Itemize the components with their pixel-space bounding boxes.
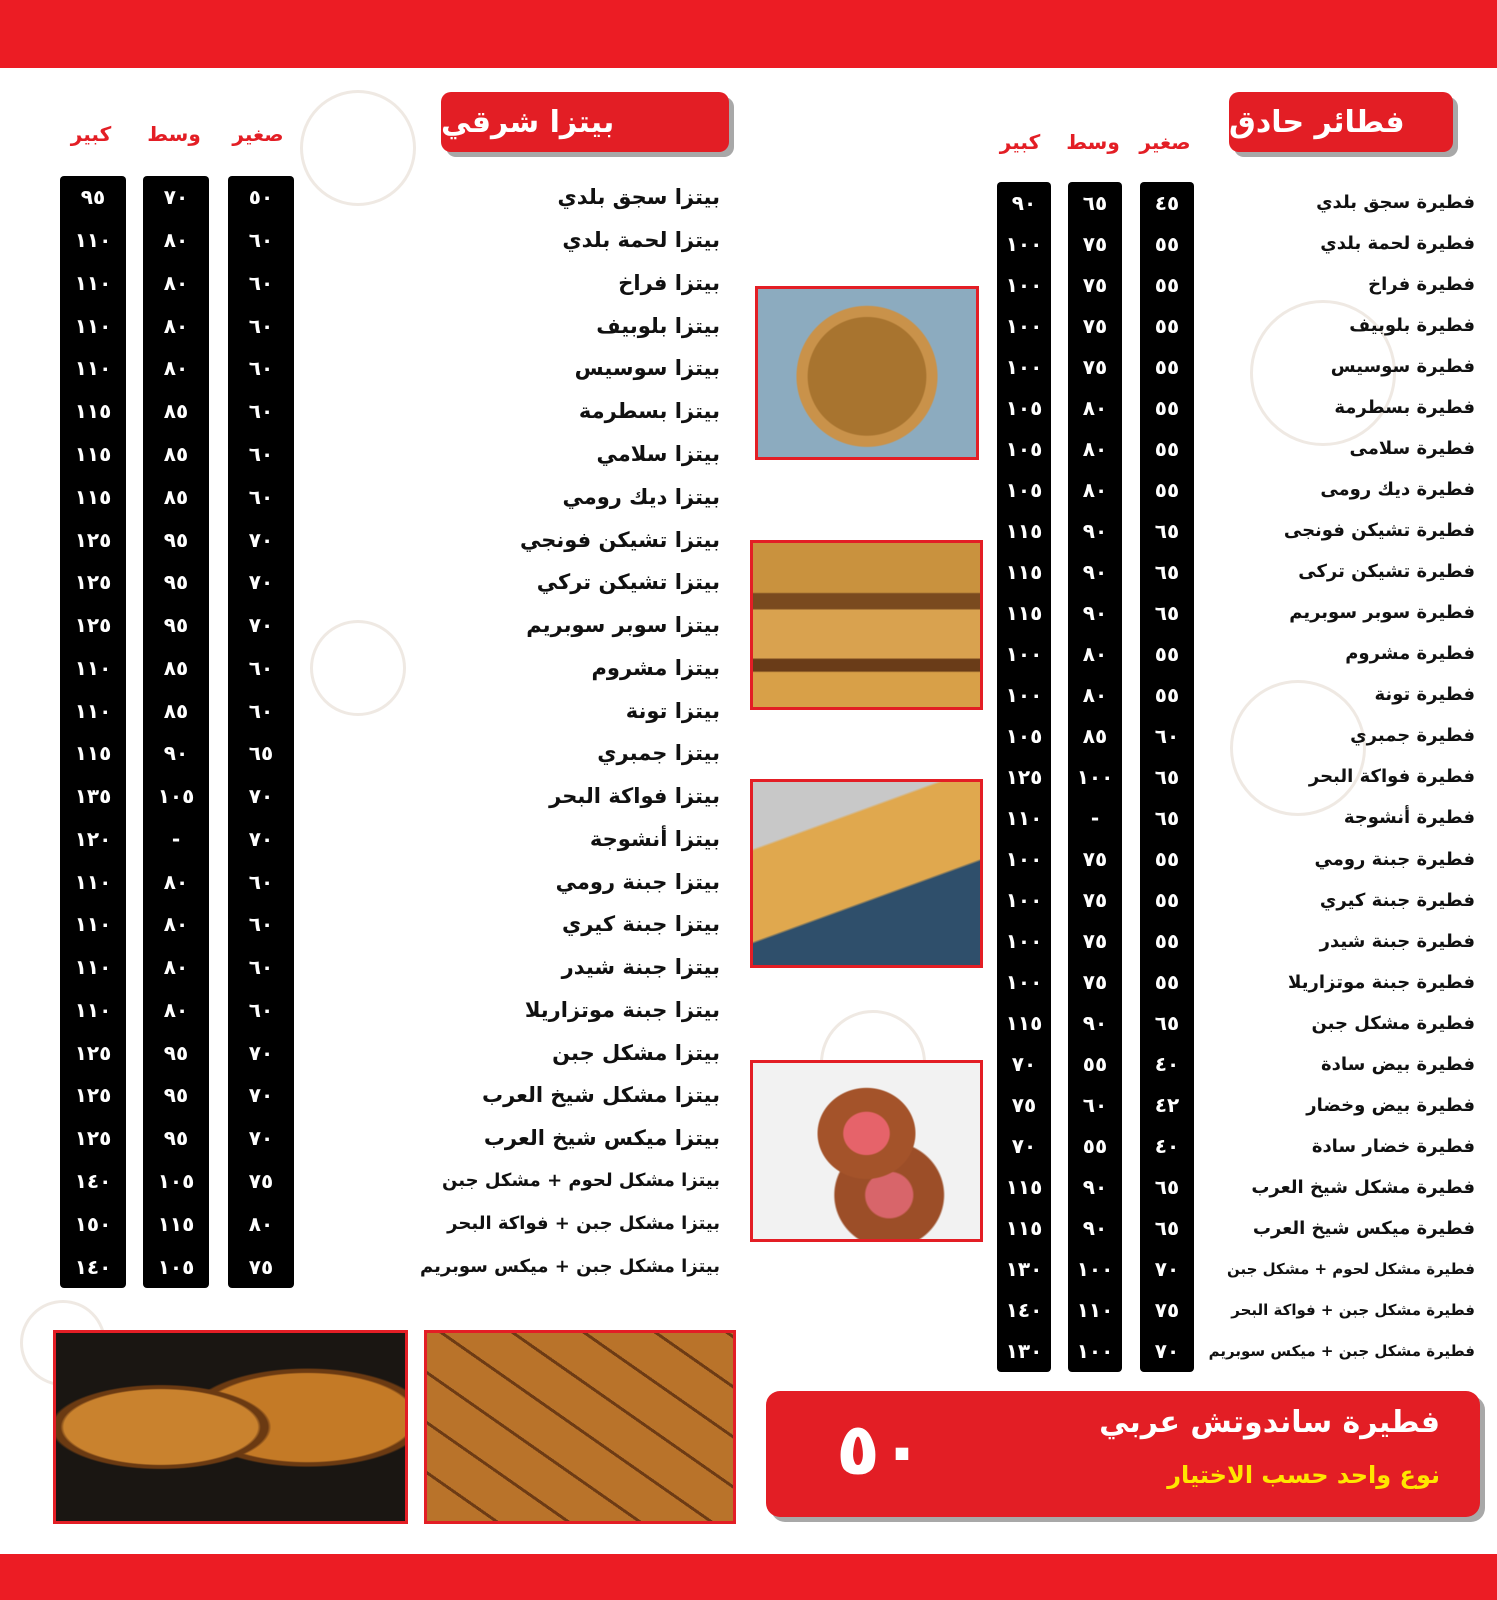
pies-price-small: ٦٥ <box>1154 805 1180 830</box>
pies-price-small: ٥٥ <box>1154 395 1180 420</box>
pies-price-medium: ١٠٠ <box>1076 764 1114 789</box>
pies-price-medium: ١١٠ <box>1076 1298 1114 1323</box>
pizza-price-small: ٨٠ <box>248 1211 274 1236</box>
pizza-price-medium: ٨٠ <box>163 228 189 253</box>
pizza-item-name: بيتزا سوسيس <box>574 356 720 381</box>
pies-item-name: فطيرة جبنة كيري <box>1319 889 1475 911</box>
pizza-price-medium: ٨٥ <box>163 441 189 466</box>
pizza-price-large: ١٤٠ <box>74 1168 112 1193</box>
pies-price-large: ١٠٠ <box>1005 313 1043 338</box>
pies-price-small: ٥٥ <box>1154 354 1180 379</box>
pies-price-large: ١٠٠ <box>1005 231 1043 256</box>
pizza-price-medium: ٨٠ <box>163 997 189 1022</box>
pizza-price-large: ١١٠ <box>74 270 112 295</box>
pizza-price-small: ٦٠ <box>248 912 274 937</box>
pies-item-name: فطيرة لحمة بلدي <box>1320 233 1475 255</box>
pizza-price-medium: ١٠٥ <box>157 1254 195 1279</box>
pizza-size-label-small: صغير <box>232 122 284 146</box>
pies-price-medium: ١٠٠ <box>1076 1339 1114 1364</box>
pizza-item-name: بيتزا ميكس شيخ العرب <box>483 1126 720 1151</box>
pizza-price-large: ١٢٠ <box>74 826 112 851</box>
pizza-item-name: بيتزا جبنة موتزاريلا <box>524 997 720 1022</box>
promo-price: ٥٠ <box>836 1407 924 1491</box>
pies-item-name: فطيرة بيض وخضار <box>1306 1094 1475 1116</box>
pizza-price-large: ١١٥ <box>74 741 112 766</box>
pies-price-small: ٧٠ <box>1154 1339 1180 1364</box>
pies-price-small: ٦٠ <box>1154 723 1180 748</box>
pies-price-medium: ٨٠ <box>1082 682 1108 707</box>
pizza-item-name: بيتزا جبنة كيري <box>561 912 720 937</box>
pies-price-large: ١١٥ <box>1005 1011 1043 1036</box>
pies-price-medium: ٨٠ <box>1082 395 1108 420</box>
pies-item-name: فطيرة تشيكن فونجى <box>1283 520 1475 542</box>
pizza-price-small: ٦٠ <box>248 484 274 509</box>
pie-photo-4 <box>750 1060 983 1242</box>
pies-price-large: ٩٠ <box>1011 190 1037 215</box>
pizza-price-small: ٧٠ <box>248 613 274 638</box>
pizza-price-small: ٧٠ <box>248 570 274 595</box>
pizza-price-medium: ١٠٥ <box>157 784 195 809</box>
pizza-price-medium: - <box>171 826 181 851</box>
pizza-price-column-large <box>60 176 126 1288</box>
pies-price-medium: ٧٥ <box>1082 272 1108 297</box>
pies-item-name: فطيرة تشيكن تركى <box>1298 561 1475 583</box>
pizza-item-name: بيتزا مشكل جبن + فواكة البحر <box>447 1213 720 1235</box>
pizza-item-name: بيتزا مشروم <box>591 655 720 680</box>
pizza-price-small: ٦٠ <box>248 270 274 295</box>
pies-item-name: فطيرة جبنة شيدر <box>1319 930 1475 952</box>
pies-price-medium: ٧٥ <box>1082 970 1108 995</box>
pie-photo-3 <box>750 779 983 968</box>
pizza-price-small: ٦٠ <box>248 228 274 253</box>
pizza-size-label-medium: وسط <box>147 122 201 146</box>
pizza-item-name: بيتزا سلامي <box>596 441 720 466</box>
pizza-price-medium: ٨٥ <box>163 399 189 424</box>
pies-price-large: ١١٥ <box>1005 518 1043 543</box>
pizza-price-small: ٦٠ <box>248 313 274 338</box>
pizza-item-name: بيتزا سجق بلدي <box>557 185 720 210</box>
pies-price-medium: ٧٥ <box>1082 231 1108 256</box>
pizza-price-small: ٧٠ <box>248 1126 274 1151</box>
pies-item-name: فطيرة ديك رومى <box>1320 479 1475 501</box>
pies-price-large: ١٠٠ <box>1005 272 1043 297</box>
pizza-price-large: ١١٥ <box>74 484 112 509</box>
pizza-price-small: ٧٠ <box>248 1083 274 1108</box>
pies-price-large: ١٠٥ <box>1005 436 1043 461</box>
pizza-item-name: بيتزا أنشوجة <box>589 826 720 851</box>
pizza-price-large: ١١٠ <box>74 698 112 723</box>
pizza-item-name: بيتزا مشكل جبن <box>552 1040 720 1065</box>
pies-price-medium: - <box>1090 805 1100 830</box>
pies-price-large: ٧٠ <box>1011 1052 1037 1077</box>
pizza-price-medium: ٨٠ <box>163 270 189 295</box>
pizza-price-medium: ٩٥ <box>163 1083 189 1108</box>
pies-item-name: فطيرة مشكل جبن + ميكس سوبريم <box>1208 1342 1475 1361</box>
pizza-price-large: ١١٠ <box>74 313 112 338</box>
pies-price-large: ١٠٠ <box>1005 847 1043 872</box>
pies-price-large: ٧٥ <box>1011 1093 1037 1118</box>
pies-item-name: فطيرة سوسيس <box>1330 356 1475 378</box>
pies-price-medium: ٧٥ <box>1082 888 1108 913</box>
pies-price-column-small <box>1140 182 1194 1372</box>
pies-price-medium: ٧٥ <box>1082 847 1108 872</box>
sandwich-promo-banner <box>766 1391 1480 1517</box>
pies-items-list <box>1205 182 1475 1372</box>
pizza-price-small: ٦٠ <box>248 869 274 894</box>
pies-price-column-medium <box>1068 182 1122 1372</box>
pizza-price-large: ١٥٠ <box>74 1211 112 1236</box>
pizza-price-small: ٦٠ <box>248 698 274 723</box>
pies-price-large: ١١٥ <box>1005 559 1043 584</box>
pies-item-name: فطيرة جبنة رومي <box>1314 848 1475 870</box>
pizza-price-large: ١٢٥ <box>74 613 112 638</box>
pies-price-small: ٥٥ <box>1154 477 1180 502</box>
pies-price-small: ٥٥ <box>1154 970 1180 995</box>
pies-item-name: فطيرة جبنة موتزاريلا <box>1288 971 1475 993</box>
pies-price-medium: ٧٥ <box>1082 354 1108 379</box>
pies-item-name: فطيرة أنشوجة <box>1343 807 1475 829</box>
pizza-price-large: ١١٠ <box>74 228 112 253</box>
pizza-price-small: ٦٠ <box>248 356 274 381</box>
pizza-price-medium: ٩٠ <box>163 741 189 766</box>
pizza-price-large: ١٤٠ <box>74 1254 112 1279</box>
pizza-item-name: بيتزا لحمة بلدي <box>562 228 720 253</box>
pizza-price-medium: ٨٠ <box>163 869 189 894</box>
pies-price-large: ١٢٥ <box>1005 764 1043 789</box>
pizza-price-small: ٥٠ <box>248 185 274 210</box>
pies-price-large: ١٣٠ <box>1005 1339 1043 1364</box>
pizza-price-small: ٧٥ <box>248 1168 274 1193</box>
pizza-item-name: بيتزا جبنة شيدر <box>561 955 720 980</box>
pies-price-small: ٥٥ <box>1154 641 1180 666</box>
pizza-item-name: بيتزا تشيكن فونجي <box>519 527 720 552</box>
pies-price-small: ٧٥ <box>1154 1298 1180 1323</box>
pies-price-medium: ٨٠ <box>1082 436 1108 461</box>
pies-price-large: ١٠٠ <box>1005 682 1043 707</box>
pizza-price-medium: ٩٥ <box>163 1040 189 1065</box>
pies-price-small: ٥٥ <box>1154 436 1180 461</box>
pies-section-title: فطائر حادق <box>1229 92 1453 152</box>
pies-price-medium: ٩٠ <box>1082 1175 1108 1200</box>
pizza-price-medium: ٩٥ <box>163 613 189 638</box>
pies-item-name: فطيرة بيض سادة <box>1320 1053 1475 1075</box>
pizza-price-medium: ٩٥ <box>163 570 189 595</box>
pies-price-large: ١٠٠ <box>1005 888 1043 913</box>
pies-price-medium: ٦٠ <box>1082 1093 1108 1118</box>
pies-item-name: فطيرة بسطرمة <box>1334 397 1475 419</box>
pizza-price-small: ٧٠ <box>248 1040 274 1065</box>
pies-price-small: ٤٥ <box>1154 190 1180 215</box>
pizza-price-small: ٧٠ <box>248 826 274 851</box>
pizza-price-large: ١١٠ <box>74 912 112 937</box>
pies-item-name: فطيرة سلامى <box>1349 438 1475 460</box>
pizza-item-name: بيتزا مشكل لحوم + مشكل جبن <box>442 1170 720 1192</box>
pies-price-large: ١٤٠ <box>1005 1298 1043 1323</box>
pizza-price-column-small <box>228 176 294 1288</box>
pies-item-name: فطيرة ميكس شيخ العرب <box>1252 1217 1475 1239</box>
pies-price-small: ٦٥ <box>1154 764 1180 789</box>
pies-item-name: فطيرة تونة <box>1374 684 1475 706</box>
pizza-price-large: ١٢٥ <box>74 570 112 595</box>
pizza-item-name: بيتزا ديك رومي <box>562 484 720 509</box>
pies-price-medium: ٩٠ <box>1082 1216 1108 1241</box>
pizza-price-large: ١١٠ <box>74 997 112 1022</box>
pizza-price-medium: ٨٠ <box>163 955 189 980</box>
pizza-price-medium: ٩٥ <box>163 527 189 552</box>
pizza-price-large: ١١٠ <box>74 869 112 894</box>
pies-item-name: فطيرة بلوبيف <box>1349 315 1475 337</box>
pizza-item-name: بيتزا تشيكن تركي <box>536 570 720 595</box>
pies-price-small: ٤٠ <box>1154 1052 1180 1077</box>
pies-price-medium: ٥٥ <box>1082 1052 1108 1077</box>
pies-size-label-small: صغير <box>1139 130 1191 154</box>
pies-price-medium: ٨٠ <box>1082 477 1108 502</box>
pizza-price-medium: ٩٥ <box>163 1126 189 1151</box>
pizza-price-large: ١١٠ <box>74 356 112 381</box>
pizza-price-column-medium <box>143 176 209 1288</box>
pies-item-name: فطيرة مشكل لحوم + مشكل جبن <box>1226 1260 1475 1279</box>
pies-size-label-large: كبير <box>999 130 1041 154</box>
pies-price-medium: ٦٥ <box>1082 190 1108 215</box>
pizza-price-medium: ٨٠ <box>163 912 189 937</box>
pies-price-medium: ٩٠ <box>1082 518 1108 543</box>
pizza-price-medium: ٧٠ <box>163 185 189 210</box>
pizza-items-list <box>384 176 720 1288</box>
pizza-item-name: بيتزا بلوبيف <box>596 313 720 338</box>
pizza-price-large: ١٢٥ <box>74 1126 112 1151</box>
pies-price-small: ٦٥ <box>1154 600 1180 625</box>
pizza-price-large: ١١٠ <box>74 655 112 680</box>
pies-price-column-large <box>997 182 1051 1372</box>
pies-price-small: ٥٥ <box>1154 888 1180 913</box>
pizza-price-small: ٦٠ <box>248 441 274 466</box>
pies-price-medium: ١٠٠ <box>1076 1257 1114 1282</box>
pies-price-large: ١٠٠ <box>1005 641 1043 666</box>
pizza-item-name: بيتزا تونة <box>625 698 720 723</box>
pizza-price-small: ٦٥ <box>248 741 274 766</box>
pies-price-large: ١٠٠ <box>1005 354 1043 379</box>
pies-price-small: ٦٥ <box>1154 1011 1180 1036</box>
pies-price-small: ٤٠ <box>1154 1134 1180 1159</box>
bottom-band <box>0 1554 1497 1600</box>
pies-price-small: ٦٥ <box>1154 1175 1180 1200</box>
pizza-price-large: ١٢٥ <box>74 527 112 552</box>
pizza-item-name: بيتزا فواكة البحر <box>549 784 720 809</box>
pies-price-medium: ٧٥ <box>1082 313 1108 338</box>
pies-price-small: ٦٥ <box>1154 559 1180 584</box>
pizza-section-title: بيتزا شرقي <box>441 92 729 152</box>
pies-price-medium: ٩٠ <box>1082 600 1108 625</box>
pizza-price-large: ١١٠ <box>74 955 112 980</box>
pizza-photo-squares <box>424 1330 736 1524</box>
promo-subtitle: نوع واحد حسب الاختيار <box>1167 1461 1440 1489</box>
pies-price-small: ٥٥ <box>1154 313 1180 338</box>
pies-item-name: فطيرة خضار سادة <box>1311 1135 1475 1157</box>
pies-price-small: ٧٠ <box>1154 1257 1180 1282</box>
pizza-price-large: ١٣٥ <box>74 784 112 809</box>
pies-price-large: ١١٠ <box>1005 805 1043 830</box>
pies-item-name: فطيرة فراخ <box>1368 274 1475 296</box>
pies-price-large: ١٣٠ <box>1005 1257 1043 1282</box>
pies-price-large: ١١٥ <box>1005 1175 1043 1200</box>
pizza-size-label-large: كبير <box>70 122 112 146</box>
pizza-price-medium: ٨٥ <box>163 484 189 509</box>
pizza-item-name: بيتزا بسطرمة <box>578 399 720 424</box>
pizza-item-name: بيتزا جمبري <box>597 741 720 766</box>
pies-item-name: فطيرة جمبري <box>1350 725 1475 747</box>
pizza-item-name: بيتزا سوبر سوبريم <box>526 613 720 638</box>
pies-price-small: ٥٥ <box>1154 231 1180 256</box>
pies-price-medium: ٨٥ <box>1082 723 1108 748</box>
pizza-price-medium: ١١٥ <box>157 1211 195 1236</box>
pizza-price-small: ٦٠ <box>248 955 274 980</box>
pies-price-large: ١٠٥ <box>1005 477 1043 502</box>
pizza-photo-round <box>53 1330 408 1524</box>
pies-price-large: ١٠٠ <box>1005 970 1043 995</box>
pizza-price-small: ٦٠ <box>248 997 274 1022</box>
pies-item-name: فطيرة مشكل جبن + فواكة البحر <box>1231 1301 1475 1320</box>
pizza-price-large: ١١٥ <box>74 441 112 466</box>
pies-item-name: فطيرة مشروم <box>1345 643 1475 665</box>
pies-item-name: فطيرة مشكل شيخ العرب <box>1251 1176 1475 1198</box>
pies-price-large: ١٠٥ <box>1005 723 1043 748</box>
pizza-price-large: ١١٥ <box>74 399 112 424</box>
pies-price-large: ١١٥ <box>1005 600 1043 625</box>
pies-price-small: ٥٥ <box>1154 847 1180 872</box>
pizza-price-medium: ٨٥ <box>163 655 189 680</box>
pies-price-small: ٤٢ <box>1154 1093 1180 1118</box>
pizza-item-name: بيتزا جبنة رومي <box>555 869 720 894</box>
pizza-item-name: بيتزا فراخ <box>618 270 720 295</box>
pies-size-label-medium: وسط <box>1066 130 1120 154</box>
pies-price-medium: ٨٠ <box>1082 641 1108 666</box>
pies-price-large: ١١٥ <box>1005 1216 1043 1241</box>
pies-price-medium: ٥٥ <box>1082 1134 1108 1159</box>
pies-price-large: ١٠٥ <box>1005 395 1043 420</box>
pie-photo-1 <box>755 286 979 460</box>
pizza-price-small: ٦٠ <box>248 399 274 424</box>
pizza-price-small: ٦٠ <box>248 655 274 680</box>
pizza-price-medium: ٨٥ <box>163 698 189 723</box>
pies-price-medium: ٧٥ <box>1082 929 1108 954</box>
pies-item-name: فطيرة سوبر سوبريم <box>1289 602 1475 624</box>
pies-item-name: فطيرة مشكل جبن <box>1311 1012 1475 1034</box>
pies-price-small: ٦٥ <box>1154 1216 1180 1241</box>
pie-photo-2 <box>750 540 983 710</box>
pies-item-name: فطيرة فواكة البحر <box>1308 766 1475 788</box>
pies-price-medium: ٩٠ <box>1082 559 1108 584</box>
pies-price-small: ٦٥ <box>1154 518 1180 543</box>
pizza-item-name: بيتزا مشكل شيخ العرب <box>481 1083 720 1108</box>
pizza-price-medium: ١٠٥ <box>157 1168 195 1193</box>
pizza-price-small: ٧٠ <box>248 784 274 809</box>
pizza-item-name: بيتزا مشكل جبن + ميكس سوبريم <box>420 1256 720 1278</box>
pizza-price-small: ٧٥ <box>248 1254 274 1279</box>
pies-item-name: فطيرة سجق بلدي <box>1316 192 1475 214</box>
pizza-price-medium: ٨٠ <box>163 313 189 338</box>
pies-price-small: ٥٥ <box>1154 682 1180 707</box>
top-band <box>0 0 1497 68</box>
pizza-price-small: ٧٠ <box>248 527 274 552</box>
pies-price-small: ٥٥ <box>1154 272 1180 297</box>
pizza-price-large: ١٢٥ <box>74 1083 112 1108</box>
promo-title: فطيرة ساندوتش عربي <box>1099 1405 1440 1440</box>
pizza-price-large: ١٢٥ <box>74 1040 112 1065</box>
pies-price-large: ١٠٠ <box>1005 929 1043 954</box>
pies-price-small: ٥٥ <box>1154 929 1180 954</box>
pizza-price-medium: ٨٠ <box>163 356 189 381</box>
pizza-price-large: ٩٥ <box>80 185 106 210</box>
pies-price-large: ٧٠ <box>1011 1134 1037 1159</box>
pies-price-medium: ٩٠ <box>1082 1011 1108 1036</box>
